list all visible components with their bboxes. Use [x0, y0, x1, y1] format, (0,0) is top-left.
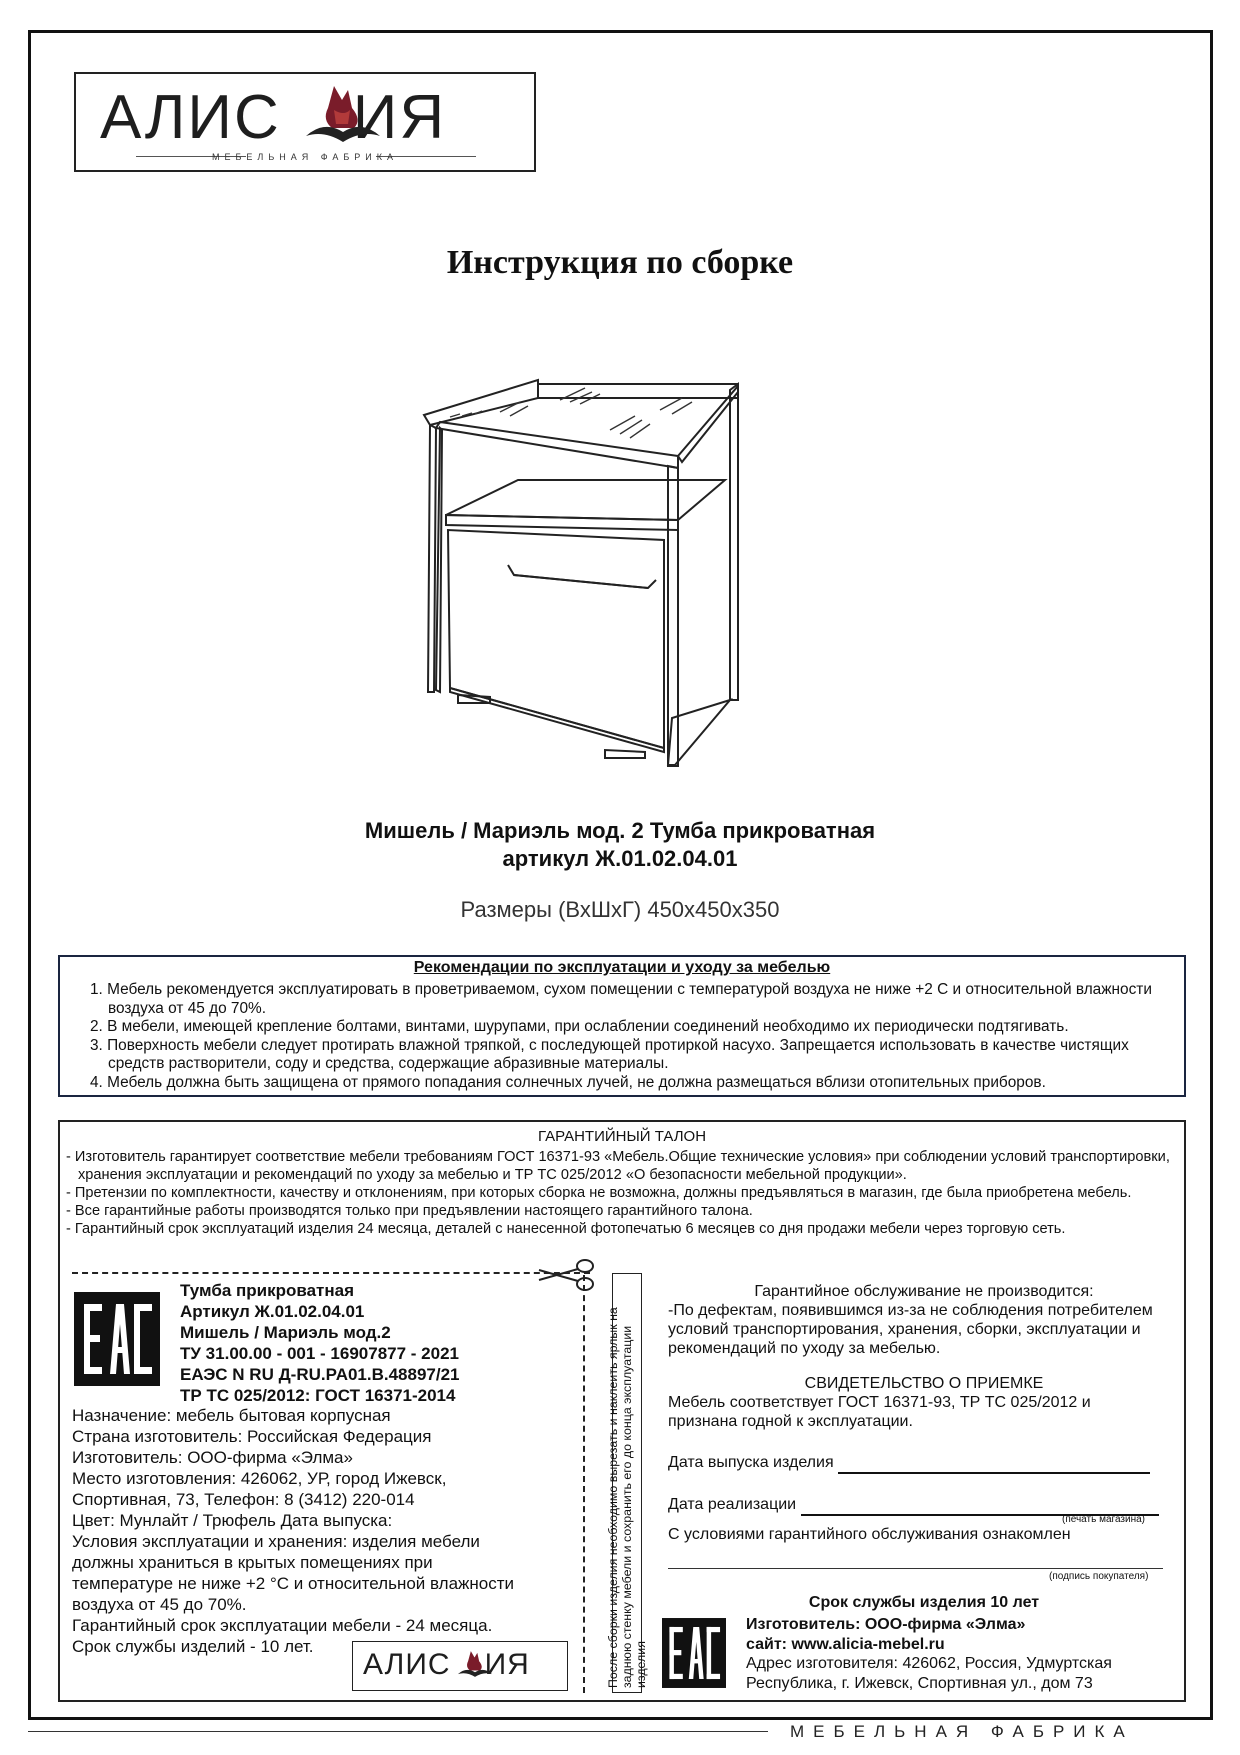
list-item: - Все гарантийные работы производятся только при предъявлении настоящего гарантийного талона.: [66, 1203, 753, 1219]
nightstand-drawing: [420, 370, 840, 770]
acceptance-text: Мебель соответствует ГОСТ 16371-93, ТР ТС 025/2012 и признана годной к эксплуатации.: [668, 1394, 1091, 1430]
acceptance-heading: СВИДЕТЕЛЬСТВО О ПРИЕМКЕ: [804, 1375, 1044, 1392]
label-line: Спортивная, 73, Телефон: 8 (3412) 220-014: [72, 1490, 415, 1509]
no-service-heading: Гарантийное обслуживание не производится:: [754, 1283, 1094, 1300]
label-line: Цвет: Мунлайт / Трюфель Дата выпуска:: [72, 1511, 393, 1530]
label-line: ТУ 31.00.00 - 001 - 16907877 - 2021: [180, 1344, 459, 1363]
footer-tagline: МЕБЕЛЬНАЯ ФАБРИКА: [790, 1722, 1134, 1741]
product-dimensions: Размеры (ВхШхГ) 450х450х350: [460, 897, 780, 922]
fox-icon: [457, 1648, 493, 1680]
label-line: Условия эксплуатации и хранения: изделия мебели: [72, 1532, 480, 1551]
label-header: [180, 1280, 460, 1406]
buyer-signature-note: (подпись покупателя): [1049, 1571, 1149, 1582]
eac-mark-icon: [74, 1292, 160, 1386]
small-brand-logo: [352, 1641, 568, 1691]
maker-site: сайт: www.alicia-mebel.ru: [746, 1635, 945, 1653]
logo-text: АЛИС ИЯ: [100, 83, 447, 152]
list-item: 2. В мебели, имеющей крепление болтами, винтами, шурупами, при ослаблении соединений необходимо их периодически подтягивать.: [90, 1018, 1069, 1036]
manufacturer-info: [746, 1615, 1186, 1693]
label-details: [72, 1405, 582, 1657]
care-recommendations: [58, 955, 1186, 1097]
no-service-text: -По дефектам, появившимся из-за не соблюдения потребителем условий транспортирования, хранения, сборки, эксплуатации и рекомендаций по уходу за мебелью.: [668, 1302, 1153, 1357]
label-line: воздуха от 45 до 70%.: [72, 1595, 247, 1614]
product-name: Мишель / Мариэль мод. 2 Тумба прикроватная: [364, 818, 876, 843]
cut-line-horizontal: [72, 1272, 590, 1274]
care-heading: Рекомендации по эксплуатации и уходу за мебелью: [413, 959, 831, 976]
label-line: Место изготовления: 426062, УР, город Ижевск,: [72, 1469, 447, 1488]
label-line: Артикул Ж.01.02.04.01: [180, 1302, 365, 1321]
page-title: Инструкция по сборке: [446, 244, 794, 281]
label-line: Изготовитель: ООО-фирма «Элма»: [72, 1448, 353, 1467]
label-line: должны храниться в крытых помещениях при: [72, 1553, 433, 1572]
footer-rule: [28, 1731, 768, 1732]
label-instruction-box: [606, 1273, 648, 1693]
label-line: Мишель / Мариэль мод.2: [180, 1323, 391, 1342]
warranty-heading: ГАРАНТИЙНЫЙ ТАЛОН: [537, 1128, 707, 1145]
list-item: 4. Мебель должна быть защищена от прямого попадания солнечных лучей, не должна размещаться вблизи отопительных приборов.: [90, 1073, 1046, 1091]
label-line: ЕАЭС N RU Д-RU.PA01.B.48897/21: [180, 1365, 460, 1384]
label-line: Тумба прикроватная: [180, 1281, 355, 1300]
care-list: [90, 981, 1164, 1093]
list-item: - Изготовитель гарантирует соответствие мебели требованиям ГОСТ 16371-93 «Мебель.Общие технические условия» при соблюдении условий транспортировки, хранения эксплуатации и рекомендаций по уходу за мебелью и ТР ТС 025/2012 «О безопасности мебельной продукции».: [66, 1149, 1170, 1183]
label-line: Гарантийный срок эксплуатации мебели - 24 месяца.: [72, 1616, 493, 1635]
label-line: Назначение: мебель бытовая корпусная: [72, 1406, 391, 1425]
product-article: артикул Ж.01.02.04.01: [502, 846, 738, 871]
acquainted-text: С условиями гарантийного обслуживания ознакомлен: [668, 1526, 1071, 1543]
sale-date-label: Дата реализации: [668, 1496, 797, 1513]
label-line: температуре не ниже +2 °С и относительной влажности: [72, 1574, 515, 1593]
buyer-signature-field[interactable]: [668, 1568, 1163, 1569]
scissors-icon: [535, 1258, 597, 1292]
release-date-label: Дата выпуска изделия: [668, 1454, 834, 1471]
small-logo-text: АЛИС ИЯ: [363, 1648, 530, 1681]
sale-date-row: [668, 1495, 1180, 1516]
brand-logo: [74, 72, 536, 172]
logo-tagline: МЕБЕЛЬНАЯ ФАБРИКА: [212, 152, 398, 162]
fox-icon: [304, 80, 382, 148]
service-life: Срок службы изделия 10 лет: [808, 1594, 1040, 1611]
list-item: 1. Мебель рекомендуется эксплуатировать в проветриваемом, сухом помещении с температурой воздуха не ниже +2 С и относительной влажности воздуха от 45 до 70%.: [90, 981, 1152, 1017]
shop-stamp-note: (печать магазина): [1062, 1514, 1145, 1525]
list-item: - Претензии по комплектности, качеству и отклонениям, при которых сборка не возможна, должны предъявляться в магазин, где была приобретена мебель.: [66, 1185, 1132, 1201]
label-line: ТР ТС 025/2012: ГОСТ 16371-2014: [180, 1386, 456, 1405]
cut-line-vertical: [583, 1275, 585, 1693]
sale-date-field[interactable]: [801, 1495, 1159, 1516]
maker-address: Адрес изготовителя: 426062, Россия, Удмуртская Республика, г. Ижевск, Спортивная ул., дом 73: [746, 1655, 1112, 1692]
eac-mark-icon: [662, 1618, 726, 1688]
label-line: Страна изготовитель: Российская Федерация: [72, 1427, 432, 1446]
release-date-field[interactable]: [838, 1453, 1150, 1474]
list-item: 3. Поверхность мебели следует протирать влажной тряпкой, с последующей протиркой насухо. Запрещается использовать в качестве чистящих средств растворители, соду и средства, содержащие абразивные материалы.: [90, 1036, 1129, 1073]
release-date-row: [668, 1453, 1180, 1474]
maker-name: Изготовитель: ООО-фирма «Элма»: [746, 1616, 1026, 1633]
list-item: - Гарантийный срок эксплуатаций изделия 24 месяца, деталей с нанесенной фотопечатью 6 месяцев со дня продажи мебели через торговую сеть.: [66, 1221, 1066, 1237]
label-line: Срок службы изделий - 10 лет.: [72, 1637, 314, 1656]
label-instruction: После сборки изделия необходимо вырезать и наклеить ярлык на заднюю стенку мебели и сохранить его до конца эксплуатации изделия: [606, 1307, 648, 1688]
warranty-terms: [66, 1148, 1178, 1238]
